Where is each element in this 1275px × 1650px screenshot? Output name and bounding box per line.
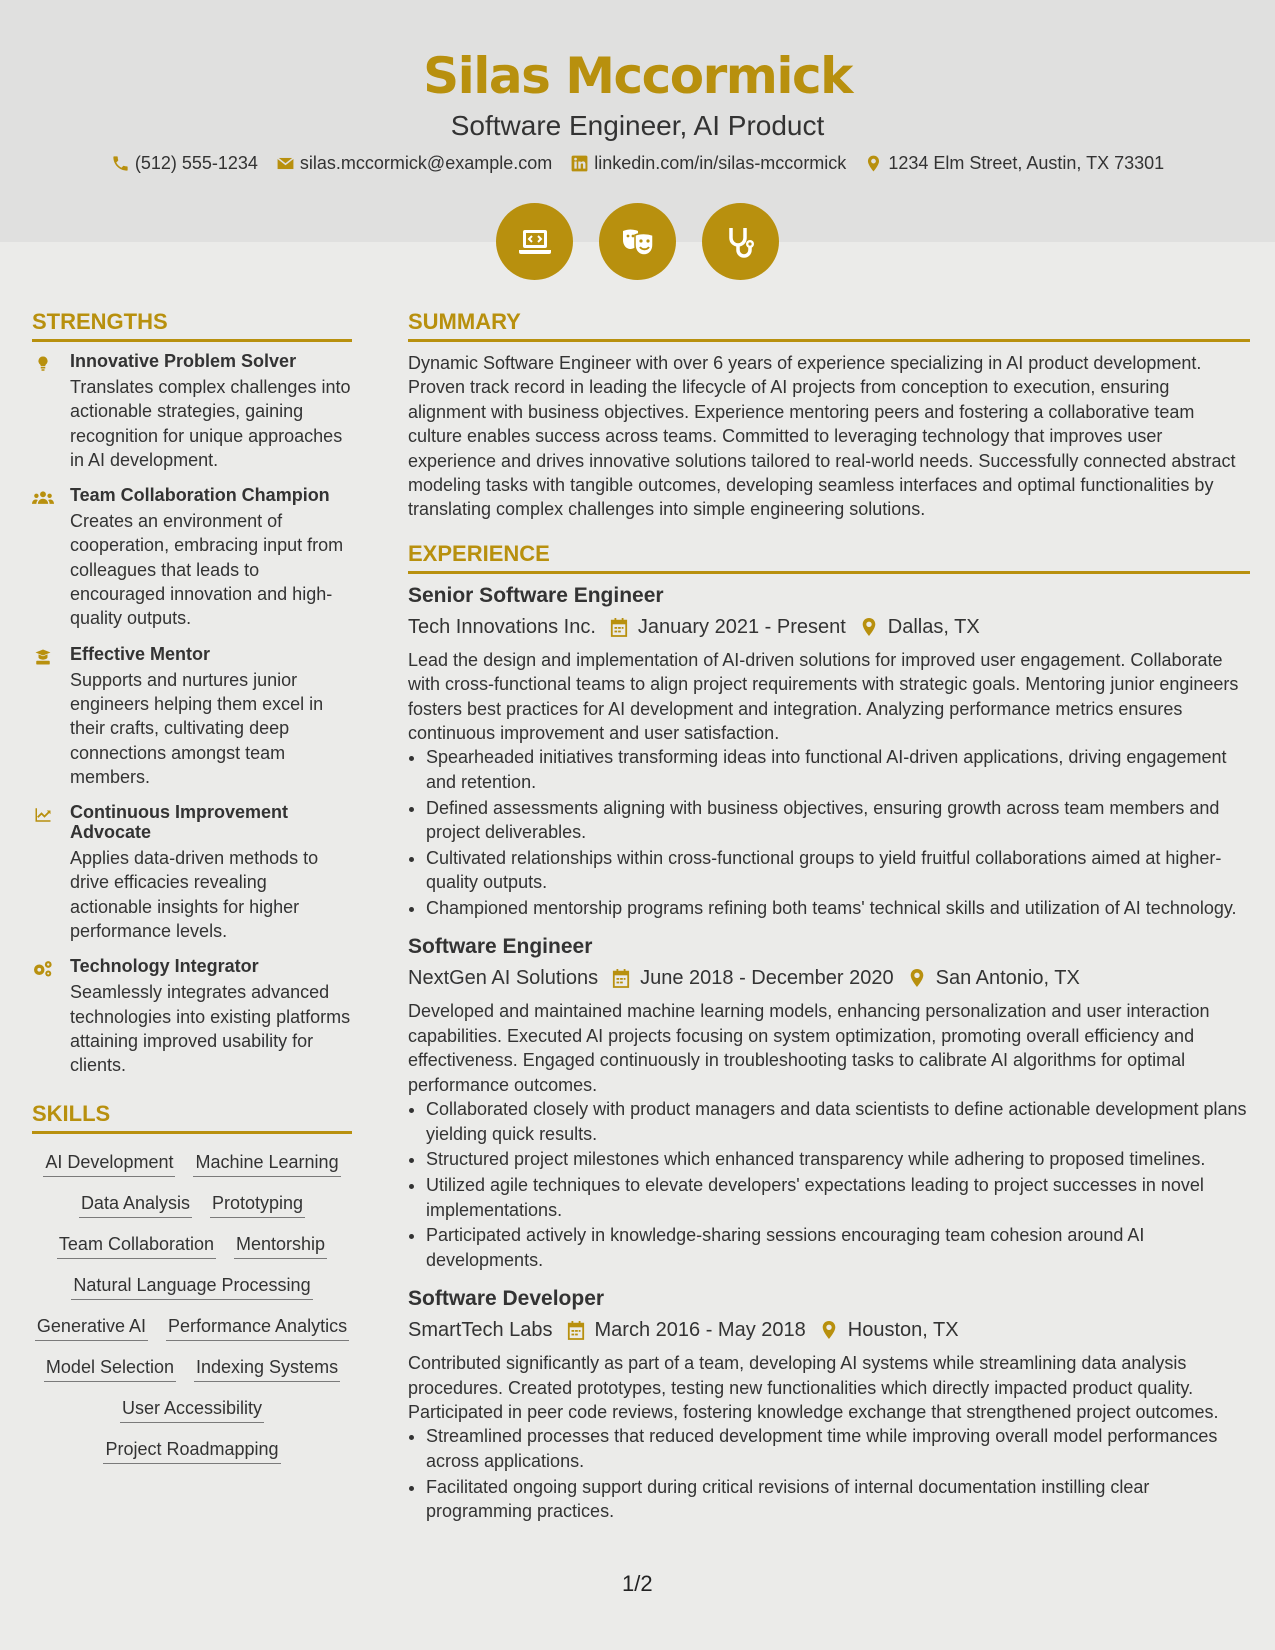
skill-tag: Indexing Systems xyxy=(194,1356,340,1382)
skill-tag: Natural Language Processing xyxy=(71,1274,312,1300)
skill-tag: Performance Analytics xyxy=(166,1315,349,1341)
job-location: Dallas, TX xyxy=(887,615,980,638)
bullet-item: • Defined assessments aligning with business objectives, ensuring growth across team members and project deliverables. xyxy=(426,796,1250,845)
linkedin-icon xyxy=(570,154,589,173)
strength-desc: Applies data-driven methods to drive efficacies revealing actionable insights for higher performance levels. xyxy=(70,848,319,942)
chart-line-icon xyxy=(32,806,54,824)
job-company: SmartTech Labs xyxy=(408,1319,553,1342)
skill-tag: Project Roadmapping xyxy=(103,1438,280,1464)
strength-title: Continuous Improvement Advocate xyxy=(70,802,289,843)
interest-circle-2 xyxy=(599,203,676,280)
left-column xyxy=(32,308,352,1464)
contact-phone[interactable] xyxy=(111,151,258,175)
bullet-item: • Streamlined processes that reduced development time while improving overall model performances across applications. xyxy=(426,1424,1250,1473)
job-meta xyxy=(408,964,1250,992)
bullet-item: • Collaborated closely with product managers and data scientists to define actionable development plans yielding quick results. xyxy=(426,1097,1250,1146)
skills-heading: SKILLS xyxy=(32,1100,352,1134)
users-icon xyxy=(32,489,54,507)
strength-desc: Seamlessly integrates advanced technologies into existing platforms attaining improved usability for clients. xyxy=(70,982,351,1076)
stethoscope-icon xyxy=(721,222,761,262)
calendar-icon xyxy=(612,968,630,988)
strength-item xyxy=(32,956,352,1077)
contact-bar xyxy=(0,151,1275,175)
strengths-heading: STRENGTHS xyxy=(32,308,352,342)
job-position: Software Developer xyxy=(408,1287,605,1311)
job-company: Tech Innovations Inc. xyxy=(408,615,596,638)
job-meta xyxy=(408,613,1250,641)
email-text: silas.mccormick@example.com xyxy=(299,153,553,173)
laptop-code-icon xyxy=(515,222,555,262)
job-description: Contributed significantly as part of a team, developing AI systems while streamlining data analysis procedures. Created prototypes, testing new functionalities which directly impacted product quality. Participated in peer code reviews, fostering knowledge exchange that strengthened project outcomes. xyxy=(408,1353,1219,1422)
page-number: 1/2 xyxy=(622,1571,653,1596)
skills-list xyxy=(32,1143,352,1464)
candidate-name: Silas Mccormick xyxy=(423,47,852,105)
bullet-item: • Facilitated ongoing support during critical revisions of internal documentation instilling clear programming practices. xyxy=(426,1475,1250,1524)
strength-title: Technology Integrator xyxy=(70,956,259,977)
contact-email[interactable] xyxy=(276,151,552,175)
summary-heading: SUMMARY xyxy=(408,308,1250,342)
cogs-icon xyxy=(32,960,54,978)
job-meta xyxy=(408,1316,1250,1344)
job-location: San Antonio, TX xyxy=(935,967,1080,990)
job-entry xyxy=(408,934,1250,1272)
job-company: NextGen AI Solutions xyxy=(408,967,599,990)
job-dates: January 2021 - Present xyxy=(637,615,846,638)
bullet-item: • Cultivated relationships within cross-functional groups to yield fruitful collaborations aimed at higher-quality outputs. xyxy=(426,846,1250,895)
address-text: 1234 Elm Street, Austin, TX 73301 xyxy=(888,153,1165,173)
phone-text: (512) 555-1234 xyxy=(134,153,258,173)
job-description: Developed and maintained machine learning models, enhancing personalization and user interaction capabilities. Executed AI projects focusing on system optimization, promoting overall efficiency and effectiveness. Engaged continuously in troubleshooting tasks to calibrate AI algorithms for optimal performance outcomes. xyxy=(408,1001,1210,1095)
summary-text: Dynamic Software Engineer with over 6 years of experience specializing in AI product development. Proven track record in leading the lifecycle of AI projects from conception to execution, ensuring alignment with business objectives. Experience mentoring peers and fostering a collaborative team culture enables success across teams. Committed to leveraging technology that improves user experience and drives innovative solutions tailored to real-world needs. Successfully connected abstract modeling tasks with tangible outcomes, developing seamless interfaces and optimal functionalities by translating complex challenges into simple engineering solutions. xyxy=(408,353,1236,520)
job-bullets xyxy=(408,1424,1250,1523)
job-bullets xyxy=(408,745,1250,920)
calendar-icon xyxy=(610,617,628,637)
envelope-icon xyxy=(276,154,295,173)
bullet-item: • Championed mentorship programs refining both teams' technical skills and utilization of AI technology. xyxy=(426,896,1250,920)
theater-masks-icon xyxy=(618,222,658,262)
job-dates: March 2016 - May 2018 xyxy=(594,1319,806,1342)
map-marker-icon xyxy=(860,617,878,637)
skill-tag: Data Analysis xyxy=(79,1192,192,1218)
strength-title: Team Collaboration Champion xyxy=(70,485,330,506)
skill-tag: AI Development xyxy=(43,1151,175,1177)
skill-tag: Model Selection xyxy=(44,1356,176,1382)
strength-desc: Creates an environment of cooperation, embracing input from colleagues that leads to encouraged innovation and high-quality outputs. xyxy=(70,511,344,629)
skills-section xyxy=(32,1100,352,1464)
strength-desc: Translates complex challenges into actionable strategies, gaining recognition for unique approaches in AI development. xyxy=(70,377,351,470)
strength-desc: Supports and nurtures junior engineers helping them excel in their crafts, cultivating deep connections amongst team members. xyxy=(70,669,324,787)
strength-item xyxy=(32,351,352,472)
map-marker-icon xyxy=(908,968,926,988)
lightbulb-icon xyxy=(32,355,54,373)
job-bullets xyxy=(408,1097,1250,1272)
skill-tag: User Accessibility xyxy=(120,1397,264,1423)
map-marker-icon xyxy=(864,154,883,173)
contact-address xyxy=(864,151,1164,175)
job-entry xyxy=(408,583,1250,921)
skill-tag: Machine Learning xyxy=(193,1151,340,1177)
map-marker-icon xyxy=(820,1320,838,1340)
strength-title: Effective Mentor xyxy=(70,643,211,664)
interest-icons xyxy=(0,203,1275,280)
skill-tag: Prototyping xyxy=(210,1192,305,1218)
strength-item xyxy=(32,802,352,943)
job-dates: June 2018 - December 2020 xyxy=(640,967,894,990)
bullet-item: • Participated actively in knowledge-sharing sessions encouraging team cohesion around AI developments. xyxy=(426,1223,1250,1272)
right-column xyxy=(408,308,1250,1537)
job-description: Lead the design and implementation of AI-driven solutions for improved user engagement. Collaborate with cross-functional teams to align project requirements with strategic goals. Mentoring junior engineers fosters best practices for AI development and integration. Analyzing performance metrics ensures continuous improvement and user satisfaction. xyxy=(408,649,1239,744)
chalkboard-teacher-icon xyxy=(32,648,54,666)
strength-title: Innovative Problem Solver xyxy=(70,351,297,371)
skill-tag: Mentorship xyxy=(234,1233,327,1259)
job-position: Senior Software Engineer xyxy=(408,583,664,607)
bullet-item: • Structured project milestones which enhanced transparency while adhering to proposed timelines. xyxy=(426,1147,1250,1171)
calendar-icon xyxy=(567,1320,585,1340)
contact-linkedin[interactable] xyxy=(570,151,846,175)
interest-circle-1 xyxy=(496,203,573,280)
bullet-item: • Spearheaded initiatives transforming ideas into functional AI-driven applications, driving engagement and retention. xyxy=(426,745,1250,794)
job-entry xyxy=(408,1286,1250,1523)
strength-item xyxy=(32,485,352,630)
linkedin-text: linkedin.com/in/silas-mccormick xyxy=(594,153,847,173)
interest-circle-3 xyxy=(702,203,779,280)
bullet-item: • Utilized agile techniques to elevate developers' expectations leading to project successes in novel implementations. xyxy=(426,1173,1250,1222)
job-position: Software Engineer xyxy=(408,935,593,959)
phone-icon xyxy=(111,154,130,173)
experience-heading: EXPERIENCE xyxy=(408,540,1250,574)
strength-item xyxy=(32,644,352,789)
job-title: Software Engineer, AI Product xyxy=(450,110,825,141)
skill-tag: Team Collaboration xyxy=(57,1233,216,1259)
skill-tag: Generative AI xyxy=(35,1315,148,1341)
job-location: Houston, TX xyxy=(847,1319,959,1342)
